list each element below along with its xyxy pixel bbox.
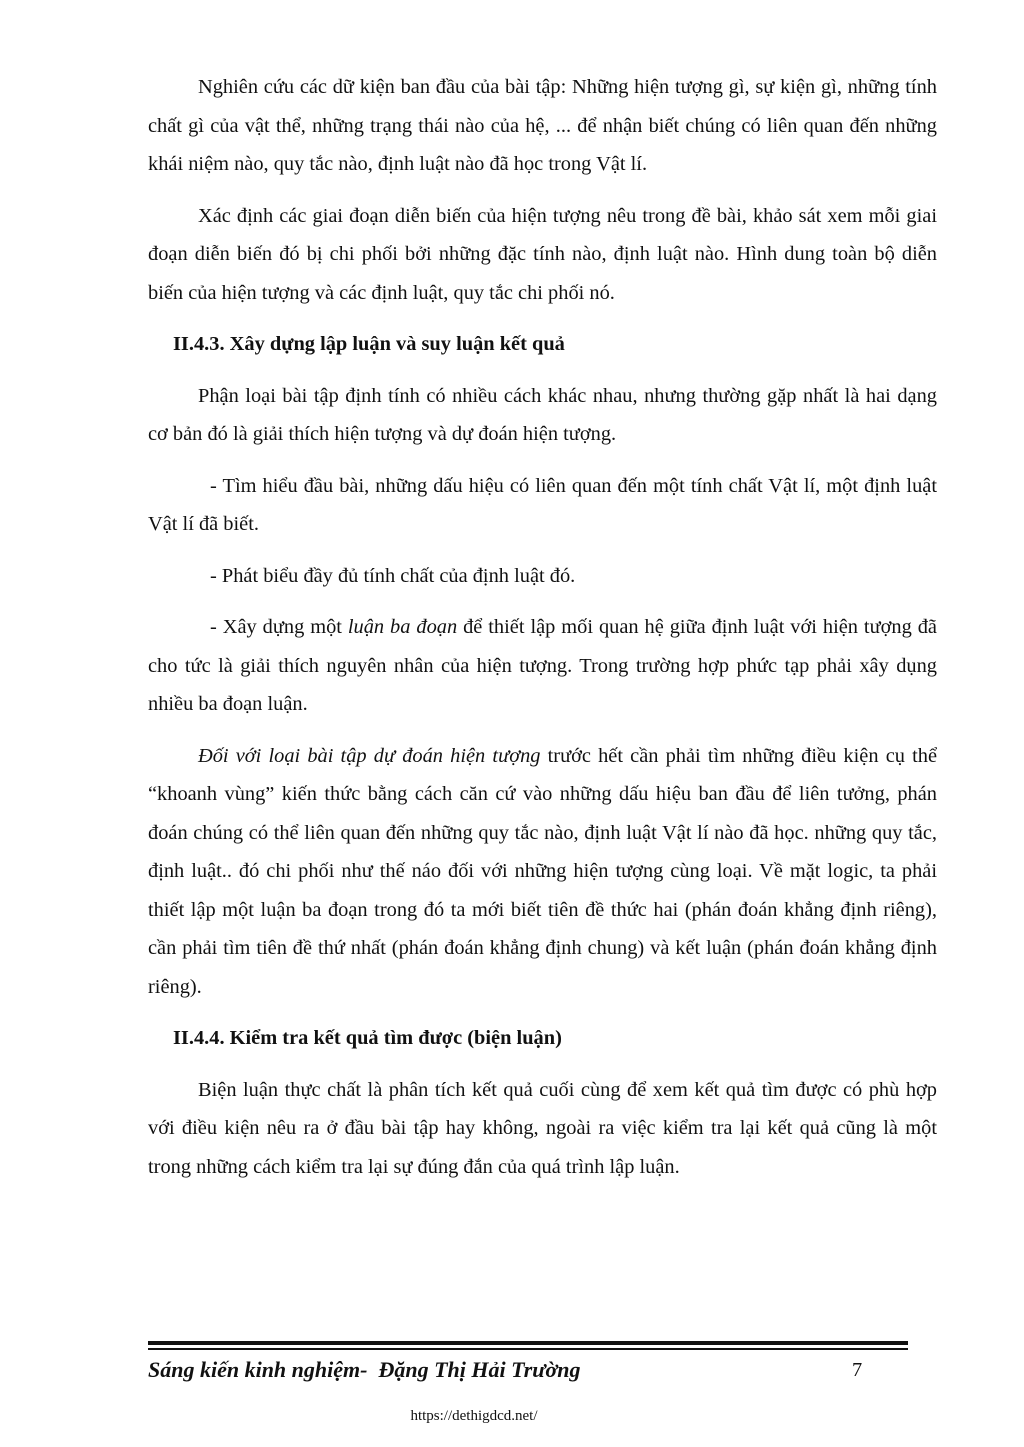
paragraph-text-rest: trước hết cần phải tìm những điều kiện cụ thể “khoanh vùng” kiến thức bằng cách căn cứ vào những dấu hiệu ban đầu để liên tưởng, phán đoán chúng có thể liên quan đến những quy tắc nào, định luật Vật lí nào đã học. những quy tắc, định luật.. đó chi phối như thế náo đối với những hiện tượng cùng loại. Về mặt logic, ta phải thiết lập một luận ba đoạn trong đó ta mới biết tiên đề thức hai (phán đoán khẳng định riêng), cần phải tìm tiên đề thứ nhất (phán đoán khẳng định chung) và kết luận (phán đoán khẳng định riêng). xyxy=(148,744,937,998)
bullet-text-prefix: - Xây dựng một xyxy=(210,616,348,638)
italic-lead-prediction: Đối với loại bài tập dự đoán hiện tượng xyxy=(198,744,541,767)
bullet-state-properties: - Phát biểu đầy đủ tính chất của định luật đó. xyxy=(210,564,576,587)
footer-divider-thick xyxy=(148,1341,908,1345)
footer-divider xyxy=(148,1341,908,1352)
bullet-build-syllogism xyxy=(148,608,937,724)
italic-term-syllogism: luận ba đoạn xyxy=(347,616,458,638)
paragraph-identify-stages: Xác định các giai đoạn diễn biến của hiện tượng nêu trong đề bài, khảo sát xem mỗi giai đoạn diễn biến đó bị chi phối bởi những đặc tính nào, định luật nào. Hình dung toàn bộ diễn biến của hiện tượng và các định luật, quy tắc chi phối nó. xyxy=(148,204,937,304)
paragraph-prediction-exercises xyxy=(148,737,937,1007)
paragraph-verification: Biện luận thực chất là phân tích kết quả cuối cùng để xem kết quả tìm được có phù hợp với điều kiện nêu ra ở đầu bài tập hay không, ngoài ra việc kiểm tra lại kết quả cũng là một trong những cách kiểm tra lại sự đúng đắn của quá trình lập luận. xyxy=(148,1078,937,1178)
paragraph-classification: Phận loại bài tập định tính có nhiều cách khác nhau, nhưng thường gặp nhất là hai dạng cơ bản đó là giải thích hiện tượng và dự đoán hiện tượng. xyxy=(148,384,937,445)
source-url: https://dethigdcd.net/ xyxy=(410,1408,538,1424)
section-heading-2-4-3: II.4.3. Xây dựng lập luận và suy luận kết quả xyxy=(173,333,565,355)
page-body xyxy=(148,68,937,1199)
page-number: 7 xyxy=(852,1359,863,1381)
bullet-find-clues: - Tìm hiểu đầu bài, những dấu hiệu có liên quan đến một tính chất Vật lí, một định luật Vật lí đã biết. xyxy=(148,474,937,535)
bullet-text-suffix: để thiết lập mối quan hệ giữa định luật với hiện tượng đã cho tức là giải thích nguyên nhân của hiện tượng. Trong trường hợp phức tạp phải xây dụng nhiều ba đoạn luận. xyxy=(148,616,937,715)
footer-title: Sáng kiến kinh nghiệm- Đặng Thị Hải Trường xyxy=(148,1357,581,1382)
section-heading-2-4-4: II.4.4. Kiểm tra kết quả tìm được (biện luận) xyxy=(173,1027,562,1049)
paragraph-study-data: Nghiên cứu các dữ kiện ban đầu của bài tập: Những hiện tượng gì, sự kiện gì, những tính chất gì của vật thể, những trạng thái nào của hệ, ... để nhận biết chúng có liên quan đến những khái niệm nào, quy tắc nào, định luật nào đã học trong Vật lí. xyxy=(148,76,937,175)
footer-divider-thin xyxy=(148,1348,908,1350)
